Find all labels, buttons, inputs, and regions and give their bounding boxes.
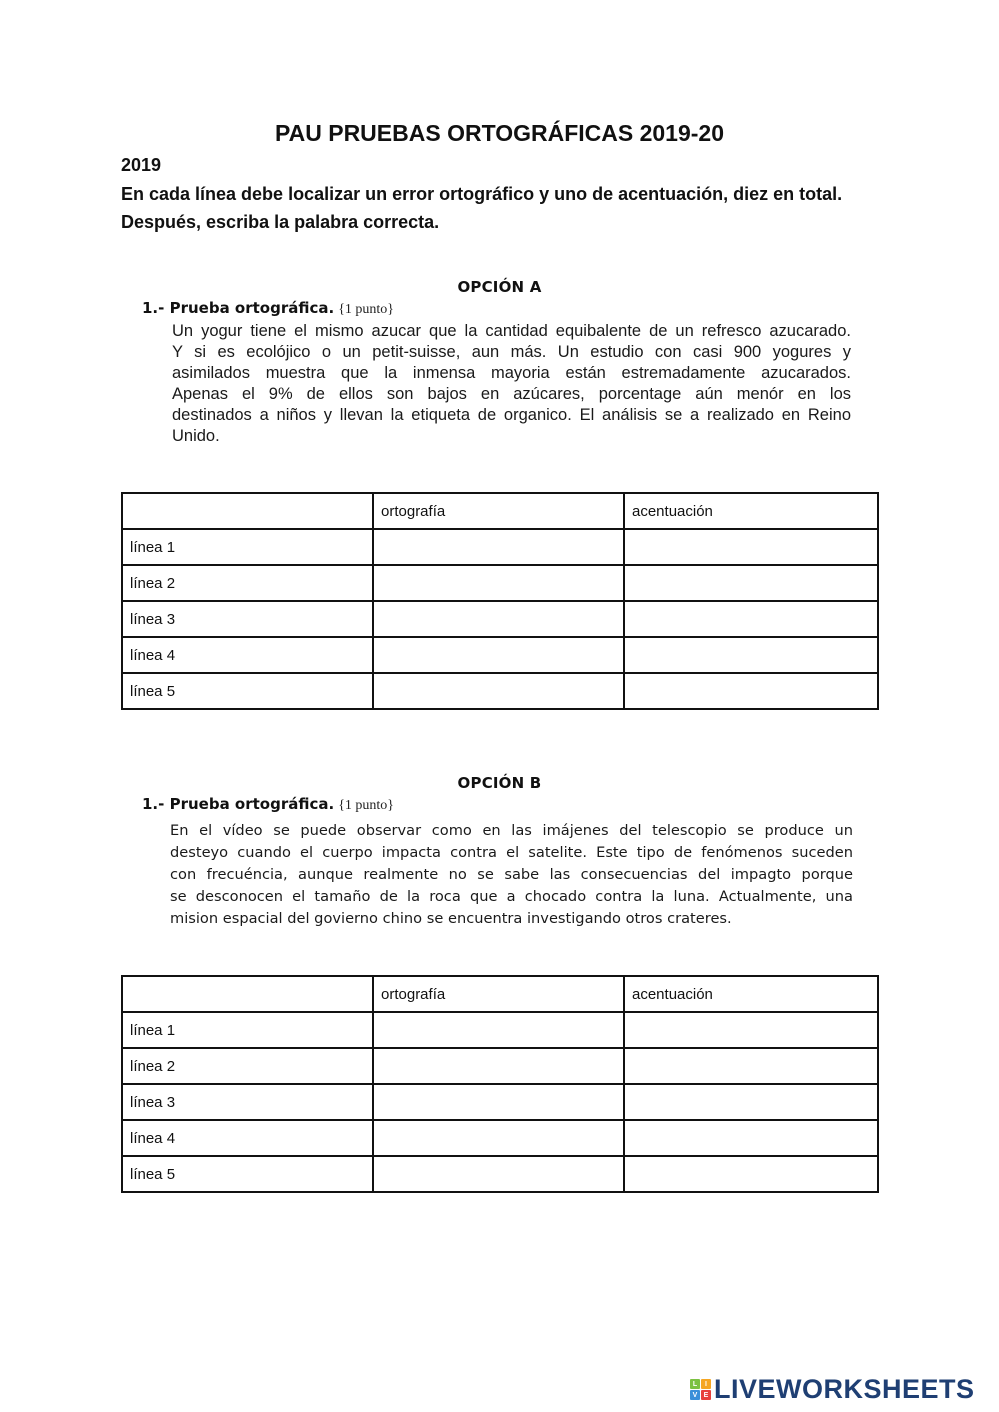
row-label: línea 4 (122, 637, 373, 673)
passage-line: En el vídeo se puede observar como en las imájenes del telescopio se produce un (170, 822, 853, 839)
ortografia-answer-field[interactable] (373, 1156, 624, 1192)
acentuacion-answer-field[interactable] (624, 1012, 878, 1048)
option-a-answer-table (121, 492, 879, 710)
passage-line: destinados a niños y llevan la etiqueta de organico. El análisis se a realizado en Reino (172, 406, 851, 424)
ortografia-answer-field[interactable] (373, 1120, 624, 1156)
header-ortografia: ortografía (373, 493, 624, 529)
passage-line: Un yogur tiene el mismo azucar que la cantidad equibalente de un refresco azucarado. (172, 322, 851, 340)
row-label: línea 2 (122, 1048, 373, 1084)
ortografia-answer-field[interactable] (373, 1084, 624, 1120)
passage-line: Apenas el 9% de ellos son bajos en azúcares, porcentage aún menór en los (172, 385, 851, 403)
table-row (122, 1048, 878, 1084)
row-label: línea 5 (122, 673, 373, 709)
header-acentuacion: acentuación (624, 493, 878, 529)
table-row (122, 1156, 878, 1192)
passage-line: desteyo cuando el cuerpo impacta contra el satelite. Este tipo de fenómenos suceden (170, 844, 853, 861)
row-label: línea 4 (122, 1120, 373, 1156)
page-title: PAU PRUEBAS ORTOGRÁFICAS 2019-20 (274, 120, 725, 146)
acentuacion-answer-field[interactable] (624, 1048, 878, 1084)
ortografia-answer-field[interactable] (373, 601, 624, 637)
acentuacion-answer-field[interactable] (624, 1156, 878, 1192)
header-cell-empty (122, 493, 373, 529)
logo-text: LIVEWORKSHEETS (714, 1374, 975, 1404)
ortografia-answer-field[interactable] (373, 1048, 624, 1084)
passage-line: mision espacial del govierno chino se encuentra investigando otros crateres. (170, 910, 732, 927)
passage-line: Y si es ecolójico o un petit-suisse, aun más. Un estudio con casi 900 yogures y (172, 343, 851, 361)
acentuacion-answer-field[interactable] (624, 565, 878, 601)
instructions: En cada línea debe localizar un error ortográfico y uno de acentuación, diez en total. Después, escriba la palabra correcta. (121, 184, 843, 232)
live-blocks-icon (690, 1379, 711, 1400)
ortografia-answer-field[interactable] (373, 565, 624, 601)
ortografia-answer-field[interactable] (373, 637, 624, 673)
logo-block-l: L (690, 1379, 700, 1389)
acentuacion-answer-field[interactable] (624, 529, 878, 565)
table-header-row (122, 976, 878, 1012)
row-label: línea 1 (122, 1012, 373, 1048)
header-acentuacion: acentuación (624, 976, 878, 1012)
ortografia-answer-field[interactable] (373, 673, 624, 709)
table-row (122, 565, 878, 601)
option-b-exercise-title (142, 795, 394, 814)
row-label: línea 2 (122, 565, 373, 601)
row-label: línea 3 (122, 1084, 373, 1120)
option-b-passage (170, 820, 853, 930)
option-a-passage (172, 321, 851, 447)
logo-block-e: E (701, 1390, 711, 1400)
ortografia-answer-field[interactable] (373, 1012, 624, 1048)
table-row (122, 1084, 878, 1120)
exercise-title-text: 1.- Prueba ortográfica. (142, 299, 335, 317)
row-label: línea 3 (122, 601, 373, 637)
option-b-answer-table (121, 975, 879, 1193)
passage-line: con frecuéncia, aunque realmente no se sabe las consecuencias del impagto porque (170, 866, 853, 883)
acentuacion-answer-field[interactable] (624, 1120, 878, 1156)
logo-block-i: I (701, 1379, 711, 1389)
option-a-heading: OPCIÓN A (457, 278, 542, 296)
exercise-points: {1 punto} (338, 302, 395, 317)
table-row (122, 673, 878, 709)
table-header-row (122, 493, 878, 529)
exercise-title-text: 1.- Prueba ortográfica. (142, 795, 335, 813)
table-row (122, 1120, 878, 1156)
liveworksheets-logo (690, 1374, 975, 1405)
logo-block-v: V (690, 1390, 700, 1400)
acentuacion-answer-field[interactable] (624, 637, 878, 673)
option-a-exercise-title (142, 299, 394, 318)
header-ortografia: ortografía (373, 976, 624, 1012)
table-row (122, 1012, 878, 1048)
acentuacion-answer-field[interactable] (624, 673, 878, 709)
passage-line: Unido. (172, 427, 220, 445)
acentuacion-answer-field[interactable] (624, 1084, 878, 1120)
exercise-points: {1 punto} (338, 798, 395, 813)
acentuacion-answer-field[interactable] (624, 601, 878, 637)
ortografia-answer-field[interactable] (373, 529, 624, 565)
option-b-heading: OPCIÓN B (457, 774, 542, 792)
year-label: 2019 (121, 155, 162, 175)
passage-line: se desconocen el tamaño de la roca que a chocado contra la luna. Actualmente, una (170, 888, 853, 905)
table-row (122, 529, 878, 565)
header-cell-empty (122, 976, 373, 1012)
passage-line: asimilados muestra que la inmensa mayoria están estremadamente azucarados. (172, 364, 851, 382)
row-label: línea 5 (122, 1156, 373, 1192)
table-row (122, 637, 878, 673)
row-label: línea 1 (122, 529, 373, 565)
table-row (122, 601, 878, 637)
